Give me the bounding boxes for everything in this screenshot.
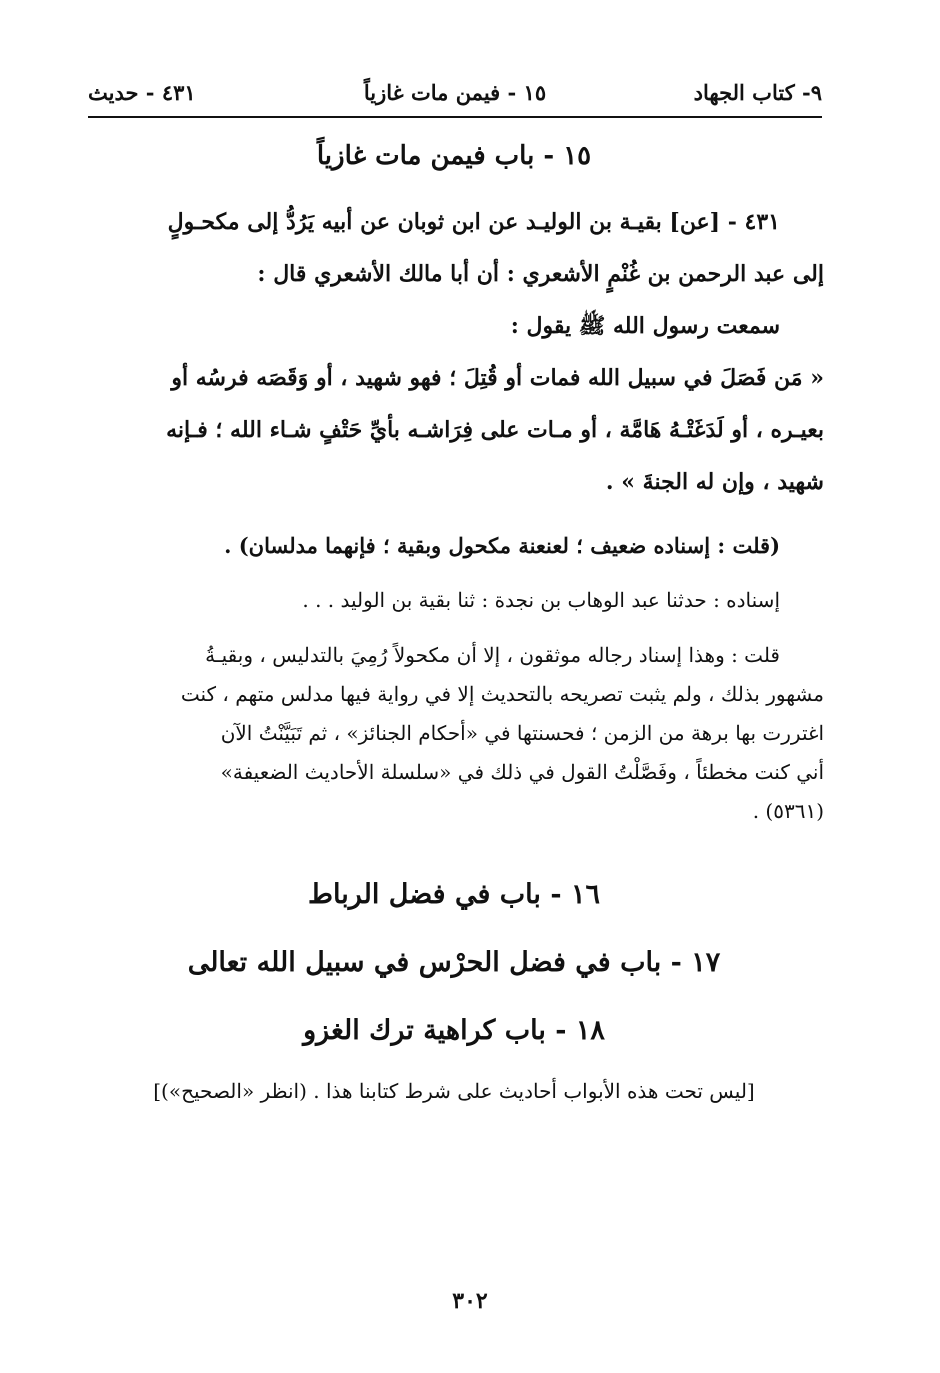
hadith-line: سمعت رسول الله ﷺ يقول : [510, 312, 780, 339]
hadith-line: بعيـره ، أو لَدَغَتْـهُ هَامَّة ، أو مـات على فِرَاشـه بأيِّ حَتْفٍ شـاء الله ؛ فـإنه [166, 416, 824, 443]
commentary-line: اغتررت بها برهة من الزمن ؛ فحسنتها في «أحكام الجنائز» ، ثم تَبَيَّنْتُ الآن [220, 720, 824, 745]
chapters-note: [ليس تحت هذه الأبواب أحاديث على شرط كتابنا هذا . (انظر «الصحيح»)] [153, 1078, 755, 1103]
page-number: ٣٠٢ [452, 1288, 488, 1314]
chapter-title: ١٥ - باب فيمن مات غازياً [316, 141, 592, 171]
commentary-line: أني كنت مخطئاً ، وفَصَّلْتُ القول في ذلك في «سلسلة الأحاديث الضعيفة» [220, 759, 824, 784]
hadith-line: إلى عبد الرحمن بن غُنْمٍ الأشعري : أن أبا مالك الأشعري قال : [257, 260, 824, 287]
commentary-line: (٥٣٦١) . [752, 798, 824, 823]
commentary-line: قلت : وهذا إسناد رجاله موثقون ، إلا أن مكحولاً رُمِيَ بالتدليس ، وبقيـةُ [205, 642, 780, 667]
chapter-heading: ١٨ - باب كراهية ترك الغزو [303, 1014, 605, 1046]
hadith-text [84, 196, 824, 508]
hadith-line: ٤٣١ - [عن] بقيـة بن الوليـد عن ابن ثوبان عن أبيه يَرُدُّ إلى مكحـولٍ [167, 208, 780, 235]
page-body [84, 140, 824, 1111]
hadith-line: شهيد ، وإن له الجنةَ » . [605, 468, 824, 495]
hadith-line: « مَن فَصَلَ في سبيل الله فمات أو قُتِلَ ؛ فهو شهيد ، أو وَقَصَه فرسُه أو [171, 364, 824, 391]
chapter-heading: ١٦ - باب في فضل الرباط [308, 878, 600, 910]
header-book-title: ٩- كتاب الجهاد [693, 80, 822, 105]
hadith-grading: (قلت : إسناده ضعيف ؛ لعنعنة مكحول وبقية ؛ فإنهما مدلسان) . [224, 532, 780, 558]
chapter-heading: ١٧ - باب في فضل الحرْس في سبيل الله تعالى [187, 946, 721, 978]
commentary-line: مشهور بذلك ، ولم يثبت تصريحه بالتحديث إلا في رواية فيها مدلس متهم ، كنت [180, 681, 824, 706]
header-hadith-ref: ٤٣١ - حديث [88, 80, 196, 105]
commentary [84, 636, 824, 831]
isnad-text: إسناده : حدثنا عبد الوهاب بن نجدة : ثنا بقية بن الوليد . . . [302, 587, 780, 612]
header-chapter-title: ١٥ - فيمن مات غازياً [363, 80, 547, 105]
running-header [88, 76, 822, 118]
